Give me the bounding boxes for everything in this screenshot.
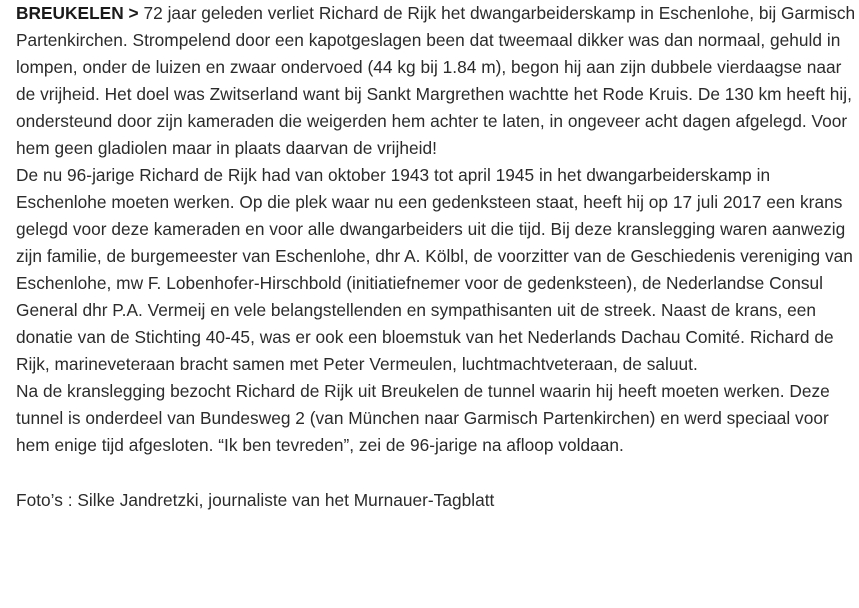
dateline: BREUKELEN <box>16 3 124 23</box>
photo-credit: Foto’s : Silke Jandretzki, journaliste van het Murnauer-Tagblatt <box>16 490 495 510</box>
article-body <box>16 0 859 514</box>
article-paragraph-1 <box>16 0 859 162</box>
dateline-marker: > <box>128 3 139 23</box>
article-paragraph-3: Na de kranslegging bezocht Richard de Rijk uit Breukelen de tunnel waarin hij heeft moeten werken. Deze tunnel is onderdeel van Bundesweg 2 (van München naar Garmisch Partenkirchen) en werd speciaal voor hem enige tijd afgesloten. “Ik ben tevreden”, zei de 96-jarige na afloop voldaan. <box>16 381 830 455</box>
article-paragraph-2: De nu 96-jarige Richard de Rijk had van oktober 1943 tot april 1945 in het dwangarbeiderskamp in Eschenlohe moeten werken. Op die plek waar nu een gedenksteen staat, heeft hij op 17 juli 2017 een krans gelegd voor deze kameraden en voor alle dwangarbeiders uit die tijd. Bij deze kranslegging waren aanwezig zijn familie, de burgemeester van Eschenlohe, dhr A. Kölbl, de voorzitter van de Geschiedenis vereniging van Eschenlohe, mw F. Lobenhofer-Hirschbold (initiatiefnemer voor de gedenksteen), de Nederlandse Consul General dhr P.A. Vermeij en vele belangstellenden en sympathisanten uit de streek. Naast de krans, een donatie van de Stichting 40-45, was er ook een bloemstuk van het Nederlands Dachau Comité. Richard de Rijk, marineveteraan bracht samen met Peter Vermeulen, luchtmachtveteraan, de saluut. <box>16 165 853 374</box>
paragraph-spacer <box>16 459 859 486</box>
paragraph-1-text: 72 jaar geleden verliet Richard de Rijk het dwangarbeiderskamp in Eschenlohe, bij Garmisch Partenkirchen. Strompelend door een kapotgeslagen been dat tweemaal dikker was dan normaal, gehuld in lompen, onder de luizen en zwaar ondervoed (44 kg bij 1.84 m), begon hij aan zijn dubbele vierdaagse naar de vrijheid. Het doel was Zwitserland want bij Sankt Margrethen wachtte het Rode Kruis. De 130 km heeft hij, ondersteund door zijn kameraden die weigerden hem achter te laten, in ongeveer acht dagen afgelegd. Voor hem geen gladiolen maar in plaats daarvan de vrijheid! <box>16 3 856 158</box>
